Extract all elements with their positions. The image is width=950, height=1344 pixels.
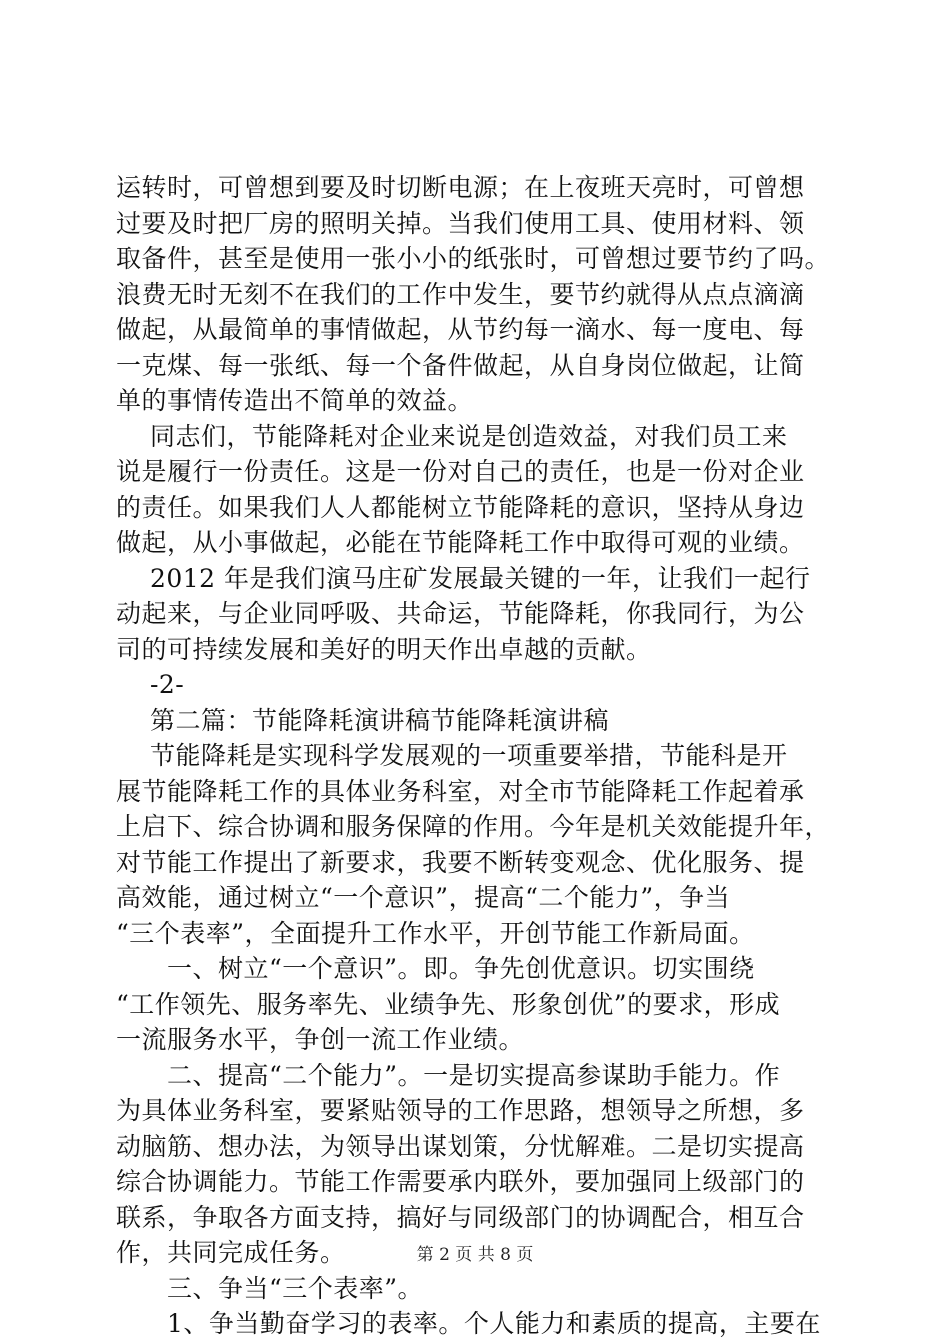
page-number-marker: -2- xyxy=(116,670,185,699)
document-body xyxy=(116,170,836,1342)
text-line: 一克煤、每一张纸、每一个备件做起，从自身岗位做起，让简 xyxy=(116,350,805,380)
text-line: 同志们，节能降耗对企业来说是创造效益，对我们员工来 xyxy=(116,421,788,451)
text-line: 节能降耗是实现科学发展观的一项重要举措，节能科是开 xyxy=(116,741,788,770)
text-line: 1、争当勤奋学习的表率。个人能力和素质的提高，主要在 xyxy=(116,1309,821,1338)
text-line: 作，共同完成任务。 xyxy=(116,1238,346,1267)
text-line: 三、争当“三个表率”。 xyxy=(116,1273,424,1303)
text-line: 取备件，甚至是使用一张小小的纸张时，可曾想过要节约了吗。 xyxy=(116,244,831,273)
text-line: 司的可持续发展和美好的明天作出卓越的贡献。 xyxy=(116,634,652,664)
text-line: 展节能降耗工作的具体业务科室，对全市节能降耗工作起着承 xyxy=(116,776,805,806)
text-line: 一、树立“一个意识”。即。争先创优意识。切实围绕 xyxy=(116,954,755,983)
text-line: 二、提高“二个能力”。一是切实提高参谋助手能力。作 xyxy=(116,1060,781,1090)
text-line: 浪费无时无刻不在我们的工作中发生，要节约就得从点点滴滴 xyxy=(116,279,805,309)
text-line: 的责任。如果我们人人都能树立节能降耗的意识，坚持从身边 xyxy=(116,492,805,522)
text-line: 对节能工作提出了新要求，我要不断转变观念、优化服务、提 xyxy=(116,847,805,877)
page-count-label: 第 2 页 共 8 页 xyxy=(416,1245,534,1265)
text-line: 高效能，通过树立“一个意识”，提高“二个能力”，争当 xyxy=(116,883,731,912)
text-line: 综合协调能力。节能工作需要承内联外，要加强同上级部门的 xyxy=(116,1167,805,1196)
section-heading: 第二篇：节能降耗演讲稿节能降耗演讲稿 xyxy=(116,705,609,735)
text-line: 说是履行一份责任。这是一份对自己的责任，也是一份对企业 xyxy=(116,457,805,486)
text-line: 上启下、综合协调和服务保障的作用。今年是机关效能提升年， xyxy=(116,812,831,841)
text-line: “三个表率”，全面提升工作水平，开创节能工作新局面。 xyxy=(116,918,755,948)
text-line: “工作领先、服务率先、业绩争先、形象创优”的要求，形成 xyxy=(116,989,781,1019)
text-line: 2012 年是我们演马庄矿发展最关键的一年，让我们一起行 xyxy=(116,563,811,593)
text-line: 过要及时把厂房的照明关掉。当我们使用工具、使用材料、领 xyxy=(116,208,805,238)
text-line: 动起来，与企业同呼吸、共命运，节能降耗，你我同行，为公 xyxy=(116,599,805,628)
text-line: 单的事情传造出不简单的效益。 xyxy=(116,386,474,415)
text-line: 运转时，可曾想到要及时切断电源；在上夜班天亮时，可曾想 xyxy=(116,173,805,202)
text-line: 一流服务水平，争创一流工作业绩。 xyxy=(116,1025,525,1054)
text-line: 做起，从最简单的事情做起，从节约每一滴水、每一度电、每 xyxy=(116,315,805,344)
text-line: 为具体业务科室，要紧贴领导的工作思路，想领导之所想，多 xyxy=(116,1096,805,1125)
text-line: 做起，从小事做起，必能在节能降耗工作中取得可观的业绩。 xyxy=(116,528,805,557)
text-line: 动脑筋、想办法，为领导出谋划策，分忧解难。二是切实提高 xyxy=(116,1131,805,1161)
page-footer xyxy=(0,1244,950,1266)
text-line: 联系，争取各方面支持，搞好与同级部门的协调配合，相互合 xyxy=(116,1202,805,1232)
